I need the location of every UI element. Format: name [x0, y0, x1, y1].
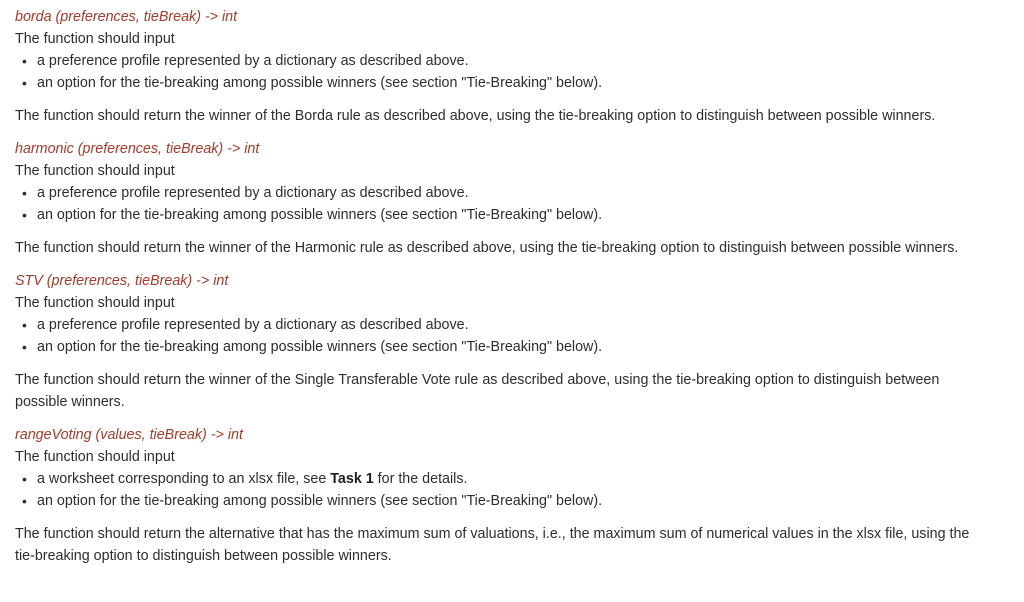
- list-item: [22, 490, 990, 512]
- function-section-harmonic: [15, 138, 990, 259]
- input-list: [15, 468, 990, 512]
- bullet-icon: •: [22, 53, 27, 69]
- list-item: [22, 468, 990, 490]
- bullet-icon: •: [22, 207, 27, 223]
- list-item-text: [37, 471, 467, 487]
- input-list: [15, 314, 990, 358]
- bullet-icon: •: [22, 471, 27, 487]
- input-intro: The function should input: [15, 449, 175, 465]
- list-item: [22, 314, 990, 336]
- function-signature: STV (preferences, tieBreak) -> int: [15, 273, 229, 289]
- list-item-text: an option for the tie-breaking among possible winners (see section "Tie-Breaking" below).: [37, 493, 603, 509]
- function-section-stv: [15, 270, 990, 413]
- list-item-text-suffix: for the details.: [373, 471, 468, 487]
- return-description: The function should return the alternative that has the maximum sum of valuations, i.e., the maximum sum of numerical values in the xlsx file, using the tie-breaking option to distinguish between possible winners.: [15, 526, 970, 564]
- list-item-text: an option for the tie-breaking among possible winners (see section "Tie-Breaking" below).: [37, 75, 603, 91]
- list-item-text-prefix: a worksheet corresponding to an xlsx file, see: [37, 471, 331, 487]
- task-reference: Task 1: [330, 471, 374, 487]
- list-item: [22, 204, 990, 226]
- function-signature: borda (preferences, tieBreak) -> int: [15, 9, 238, 25]
- bullet-icon: •: [22, 75, 27, 91]
- input-list: [15, 182, 990, 226]
- function-signature: harmonic (preferences, tieBreak) -> int: [15, 141, 260, 157]
- return-description: The function should return the winner of the Single Transferable Vote rule as described above, using the tie-breaking option to distinguish between possible winners.: [15, 372, 940, 410]
- input-list: [15, 50, 990, 94]
- list-item: [22, 182, 990, 204]
- list-item-text: an option for the tie-breaking among possible winners (see section "Tie-Breaking" below).: [37, 339, 603, 355]
- return-description: The function should return the winner of the Borda rule as described above, using the tie-breaking option to distinguish between possible winners.: [15, 108, 936, 124]
- input-intro: The function should input: [15, 31, 175, 47]
- list-item: [22, 72, 990, 94]
- input-intro: The function should input: [15, 163, 175, 179]
- function-signature: rangeVoting (values, tieBreak) -> int: [15, 427, 243, 443]
- list-item-text: a preference profile represented by a dictionary as described above.: [37, 185, 469, 201]
- list-item: [22, 50, 990, 72]
- function-section-range-voting: [15, 424, 990, 567]
- list-item: [22, 336, 990, 358]
- function-section-borda: [15, 6, 990, 127]
- bullet-icon: •: [22, 339, 27, 355]
- bullet-icon: •: [22, 185, 27, 201]
- list-item-text: an option for the tie-breaking among possible winners (see section "Tie-Breaking" below).: [37, 207, 603, 223]
- list-item-text: a preference profile represented by a dictionary as described above.: [37, 317, 469, 333]
- return-description: The function should return the winner of the Harmonic rule as described above, using the tie-breaking option to distinguish between possible winners.: [15, 240, 959, 256]
- list-item-text: a preference profile represented by a dictionary as described above.: [37, 53, 469, 69]
- bullet-icon: •: [22, 493, 27, 509]
- bullet-icon: •: [22, 317, 27, 333]
- input-intro: The function should input: [15, 295, 175, 311]
